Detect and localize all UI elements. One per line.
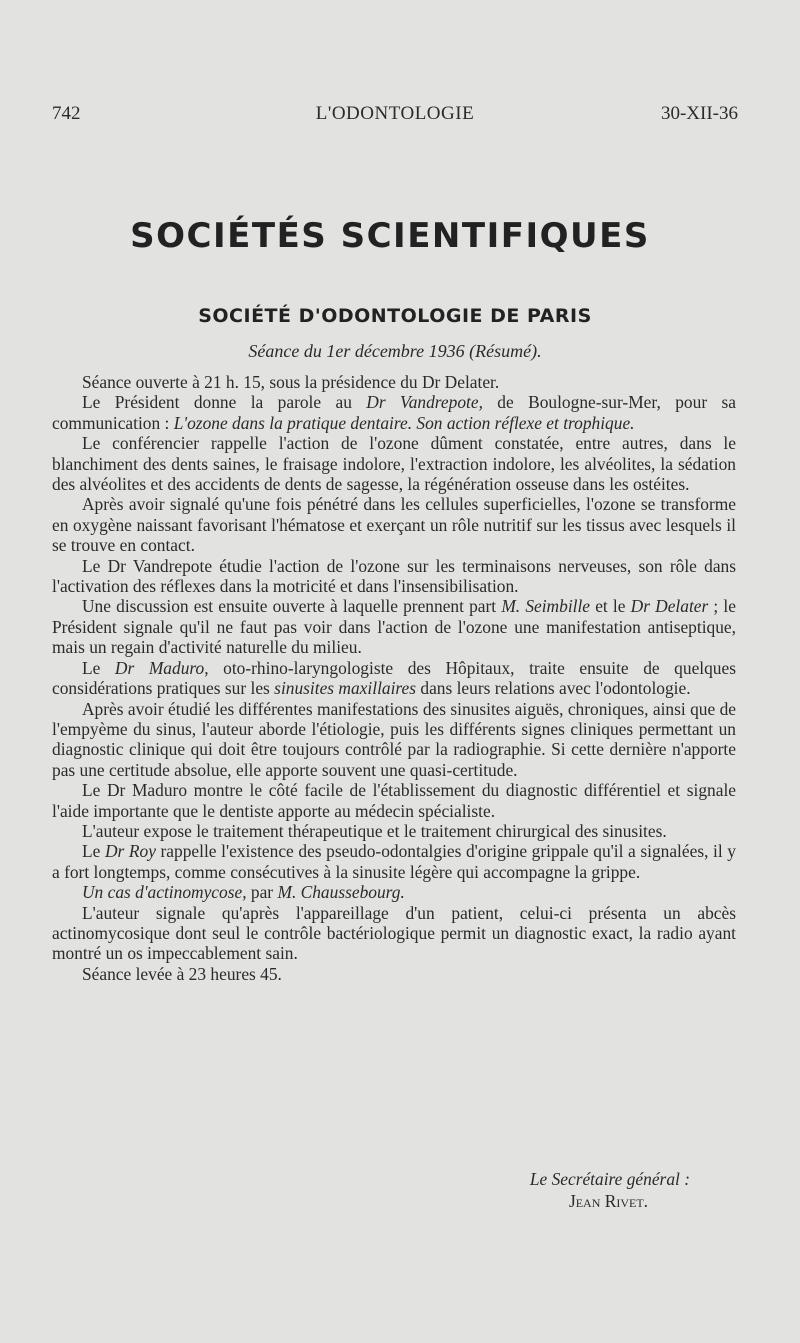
paragraph-communication: Le Président donne la parole au Dr Vandrepote, de Boulogne-sur-Mer, pour sa communication : L'ozone dans la pratique dentaire. Son action réflexe et trophique.	[52, 392, 736, 433]
running-head	[52, 103, 738, 133]
signature-role: Le Secrétaire général :	[529, 1169, 690, 1189]
section-title: SOCIÉTÉS SCIENTIFIQUES	[130, 216, 650, 256]
paragraph-ozone-actions: Le conférencier rappelle l'action de l'ozone dûment constatée, entre autres, dans le blanchiment des dents saines, le fraisage indolore, l'extraction indolore, les alvéolites, la sédation des alvéolites et des accidents de dents de sagesse, la régénération osseuse dans les ostéites.	[52, 433, 736, 495]
paragraph-discussion: Une discussion est ensuite ouverte à laquelle prennent part M. Seimbille et le Dr Delater ; le Président signale qu'il ne faut pas voir dans l'action de l'ozone une manifestation antiseptique, mais un regain d'activité naturelle du milieu.	[52, 596, 736, 658]
paragraph-treatment: L'auteur expose le traitement thérapeutique et le traitement chirurgical des sinusites.	[82, 820, 667, 841]
journal-name: L'ODONTOLOGIE	[315, 103, 475, 124]
paragraph-maduro: Le Dr Maduro, oto-rhino-laryngologiste des Hôpitaux, traite ensuite de quelques considérations pratiques sur les sinusites maxillaires dans leurs relations avec l'odontologie.	[52, 657, 736, 699]
paragraph-ozone-oxygen: Après avoir signalé qu'une fois pénétré dans les cellules superficielles, l'ozone se transforme en oxygène naissant favorisant l'hématose et exerçant un rôle nutritif sur les tissus avec lesquels il se trouve en contact.	[52, 494, 736, 556]
paragraph-closing: Séance levée à 23 heures 45.	[82, 963, 282, 984]
session-line: Séance du 1er décembre 1936 (Résumé).	[248, 341, 542, 361]
paragraph-diagnosis: Le Dr Maduro montre le côté facile de l'établissement du diagnostic différentiel et signale l'aide importante que le dentiste apporte au médecin spécialiste.	[52, 780, 736, 821]
paragraph-opening: Séance ouverte à 21 h. 15, sous la présidence du Dr Delater.	[82, 372, 500, 392]
issue-date: 30-XII-36	[660, 103, 738, 124]
paragraph-actinomycosis-title: Un cas d'actinomycose, par M. Chaussebourg.	[82, 882, 405, 903]
society-heading: SOCIÉTÉ D'ODONTOLOGIE DE PARIS	[198, 305, 592, 327]
signature-block	[440, 1168, 690, 1212]
paragraph-sinusitis: Après avoir étudié les différentes manifestations des sinusites aiguës, chroniques, ainsi que de l'empyème du sinus, l'auteur aborde l'étiologie, puis les différents signes cliniques permettant un diagnostic clinique qui doit être toujours contrôlé par la radiographie. Si cette dernière n'apporte pas une certitude absolue, elle apporte souvent une quasi-certitude.	[52, 698, 736, 780]
signature-name: Jean Rivet.	[568, 1191, 648, 1211]
paragraph-actinomycosis: L'auteur signale qu'après l'appareillage d'un patient, celui-ci présenta un abcès actinomycosique dont seul le contrôle bactériologique permit un diagnostic exact, la radio ayant montré un os impeccablement sain.	[52, 902, 736, 964]
paragraph-nerve-endings: Le Dr Vandrepote étudie l'action de l'ozone sur les terminaisons nerveuses, son rôle dans l'activation des réflexes dans la motricité et dans l'insensibilisation.	[52, 555, 736, 597]
article-body	[52, 372, 736, 984]
page-number: 742	[52, 103, 81, 124]
paragraph-roy: Le Dr Roy rappelle l'existence des pseudo-odontalgies d'origine grippale qu'il a signalées, il y a fort longtemps, comme consécutives à la sinusite légère qui accompagne la grippe.	[52, 841, 736, 882]
